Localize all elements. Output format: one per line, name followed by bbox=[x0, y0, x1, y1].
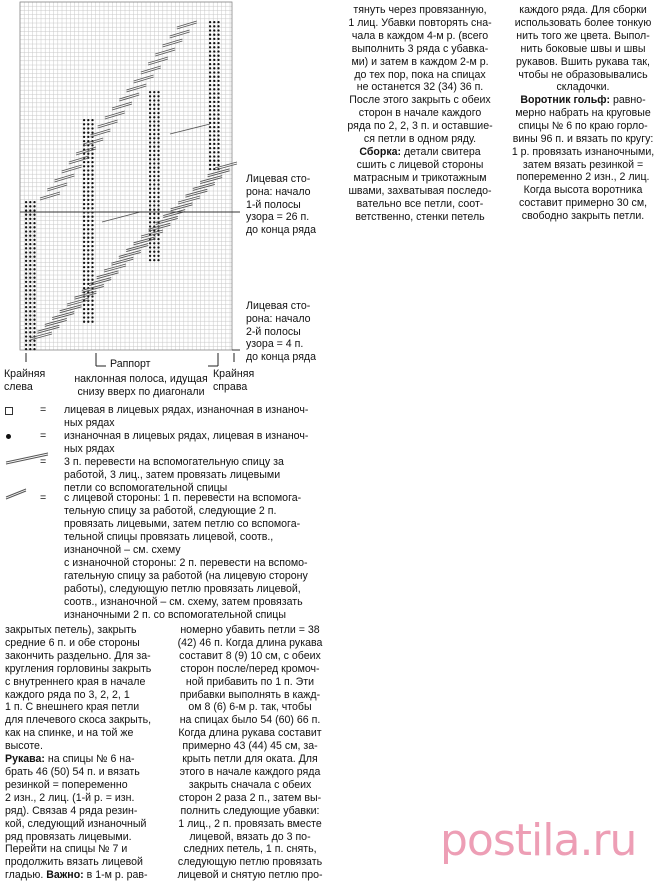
text-column-2-top: тянуть через провязанную, 1 лиц. Убавки повторять сна- чала в каждом 4-м р. (всего выполнить 3 ряда с убавка- ми) и затем в каждом 2-м р. до тех пор, пока на спицах не останется 32 (34) 36 п. После этого закрыть с обеих сторон в начале каждого ряда по 2, 2, 3 п. и оставшие- ся петли в одном ряду. bbox=[347, 4, 493, 146]
collar-paragraph bbox=[505, 94, 660, 223]
legend-text-purl: изнаночная в лицевых рядах, лицевая в изнаноч- ных рядах bbox=[64, 430, 309, 455]
chart-label-band2-start: Лицевая сто- рона: начало 2-й полосы узора = 4 п. до конца ряда bbox=[246, 300, 316, 364]
legend-text-cable-3: с лицевой стороны: 1 п. перевести на вспомога- тельную спицу за работой, следующие 2 п. провязать лицевыми, затем петлю со вспомога- тельной спицы провязать лицевой, соотв., изнаночной – см. схему с изнаночной стороны: 2 п. перевести на вспомо- гательную спицу за работой (на лицевую сторону работы), следующую петлю провязать лицевой, соотв., изнаночной – см. схему, затем провязать изнаночными 2 п. со вспомогательной спицы bbox=[64, 492, 308, 621]
knitting-chart bbox=[0, 0, 240, 372]
text-column-bottom-1 bbox=[5, 624, 165, 882]
legend-symbol-cable-6 bbox=[4, 452, 54, 466]
legend-symbol-knit bbox=[5, 407, 13, 415]
text-column-3-top: каждого ряда. Для сборки использовать более тонкую нить того же цвета. Выпол- нить боковые швы и швы рукавов. Вшить рукава так, чтобы не образовывались складочки. bbox=[514, 4, 652, 94]
important-heading: Важно: bbox=[46, 869, 84, 882]
legend-equals: = bbox=[40, 430, 47, 442]
collar-heading: Воротник гольф: bbox=[520, 94, 611, 106]
collar-text: равно- мерно набрать на круговые спицы № 6 по краю горло- вины 96 п. и вязать по кругу: 1 р. провязать изнаночными, затем вязать резинкой = попеременно 2 изн., 2 лиц. Когда высота воротника составит примерно 30 см, свободно закрыть петли. bbox=[511, 94, 655, 223]
chart-label-edge-right: Крайняя справа bbox=[213, 368, 255, 393]
chart-label-repeat: Раппорт bbox=[110, 358, 151, 370]
watermark-logo: postila.ru bbox=[440, 815, 637, 866]
chart-border bbox=[20, 2, 232, 350]
legend-symbol-purl bbox=[6, 434, 11, 439]
assembly-text: детали свитера сшить с лицевой стороны матрасным и трикотажным швами, захватывая последо- вательно все петли, соот- ветственно, стенки петель bbox=[348, 146, 492, 223]
legend-symbol-cable-3 bbox=[4, 487, 34, 501]
legend-text-knit: лицевая в лицевых рядах, изнаночная в изнаноч- ных рядах bbox=[64, 404, 309, 429]
assembly-paragraph bbox=[340, 146, 500, 223]
chart-grid bbox=[0, 0, 240, 372]
legend-text-cable-6: 3 п. перевести на вспомогательную спицу за работой, 3 лиц., затем провязать лицевыми петли со вспомогательной спицы bbox=[64, 456, 284, 494]
legend-equals: = bbox=[40, 404, 47, 416]
sleeves-text: на спицы № 6 на- брать 46 (50) 54 п. и вязать резинкой = попеременно 2 изн., 2 лиц. (1-й р. = изн. ряд). Связав 4 ряда резин- кой, следующий изнаночный ряд провязать лицевыми. Перейти на спицы № 7 и продолжить вязать лицевой гладью. bbox=[5, 753, 147, 882]
chart-label-diagonal-band: наклонная полоса, идущая снизу вверх по диагонали bbox=[74, 373, 208, 398]
neck-text: закрытых петель), закрыть средние 6 п. и обе стороны закончить раздельно. Для за- кругления горловины закрыть с внутреннего края в начале каждого ряда по 3, 2, 2, 1 1 п. С внешнего края петли для плечевого скоса закрыть, как на спинке, и на той же высоте. bbox=[5, 624, 152, 753]
chart-purl-columns bbox=[25, 21, 220, 350]
chart-gridlines bbox=[20, 2, 232, 350]
chart-label-edge-left: Крайняя слева bbox=[4, 368, 46, 393]
text-column-bottom-2: номерно убавить петли = 38 (42) 46 п. Когда длина рукава составит 8 (9) 10 см, с обеих сторон после/перед кромоч- ной прибавить по 1 п. Эти прибавки выполнять в кажд- ом 8 (6) 6-м р. так, чтобы на спицах было 54 (60) 66 п. Когда длина рукава составит примерно 43 (44) 45 см, за- крыть петли для оката. Для этого в начале каждого ряда закрыть сначала с обеих сторон 2 раза 2 п., затем вы- полнить следующие убавки: 1 лиц., 2 п. провязать вместе лицевой, вязать до 3 по- следних петель, 1 п. снять, следующую петлю провязать лицевой и снятую петлю про- bbox=[177, 624, 323, 882]
legend-equals: = bbox=[40, 492, 47, 504]
important-text: в 1-м р. рав- bbox=[83, 869, 148, 882]
sleeves-heading: Рукава: bbox=[5, 753, 45, 766]
legend-equals: = bbox=[40, 456, 47, 468]
assembly-heading: Сборка: bbox=[359, 146, 402, 158]
chart-label-band1-start: Лицевая сто- рона: начало 1-й полосы узора = 26 п. до конца ряда bbox=[246, 173, 316, 237]
